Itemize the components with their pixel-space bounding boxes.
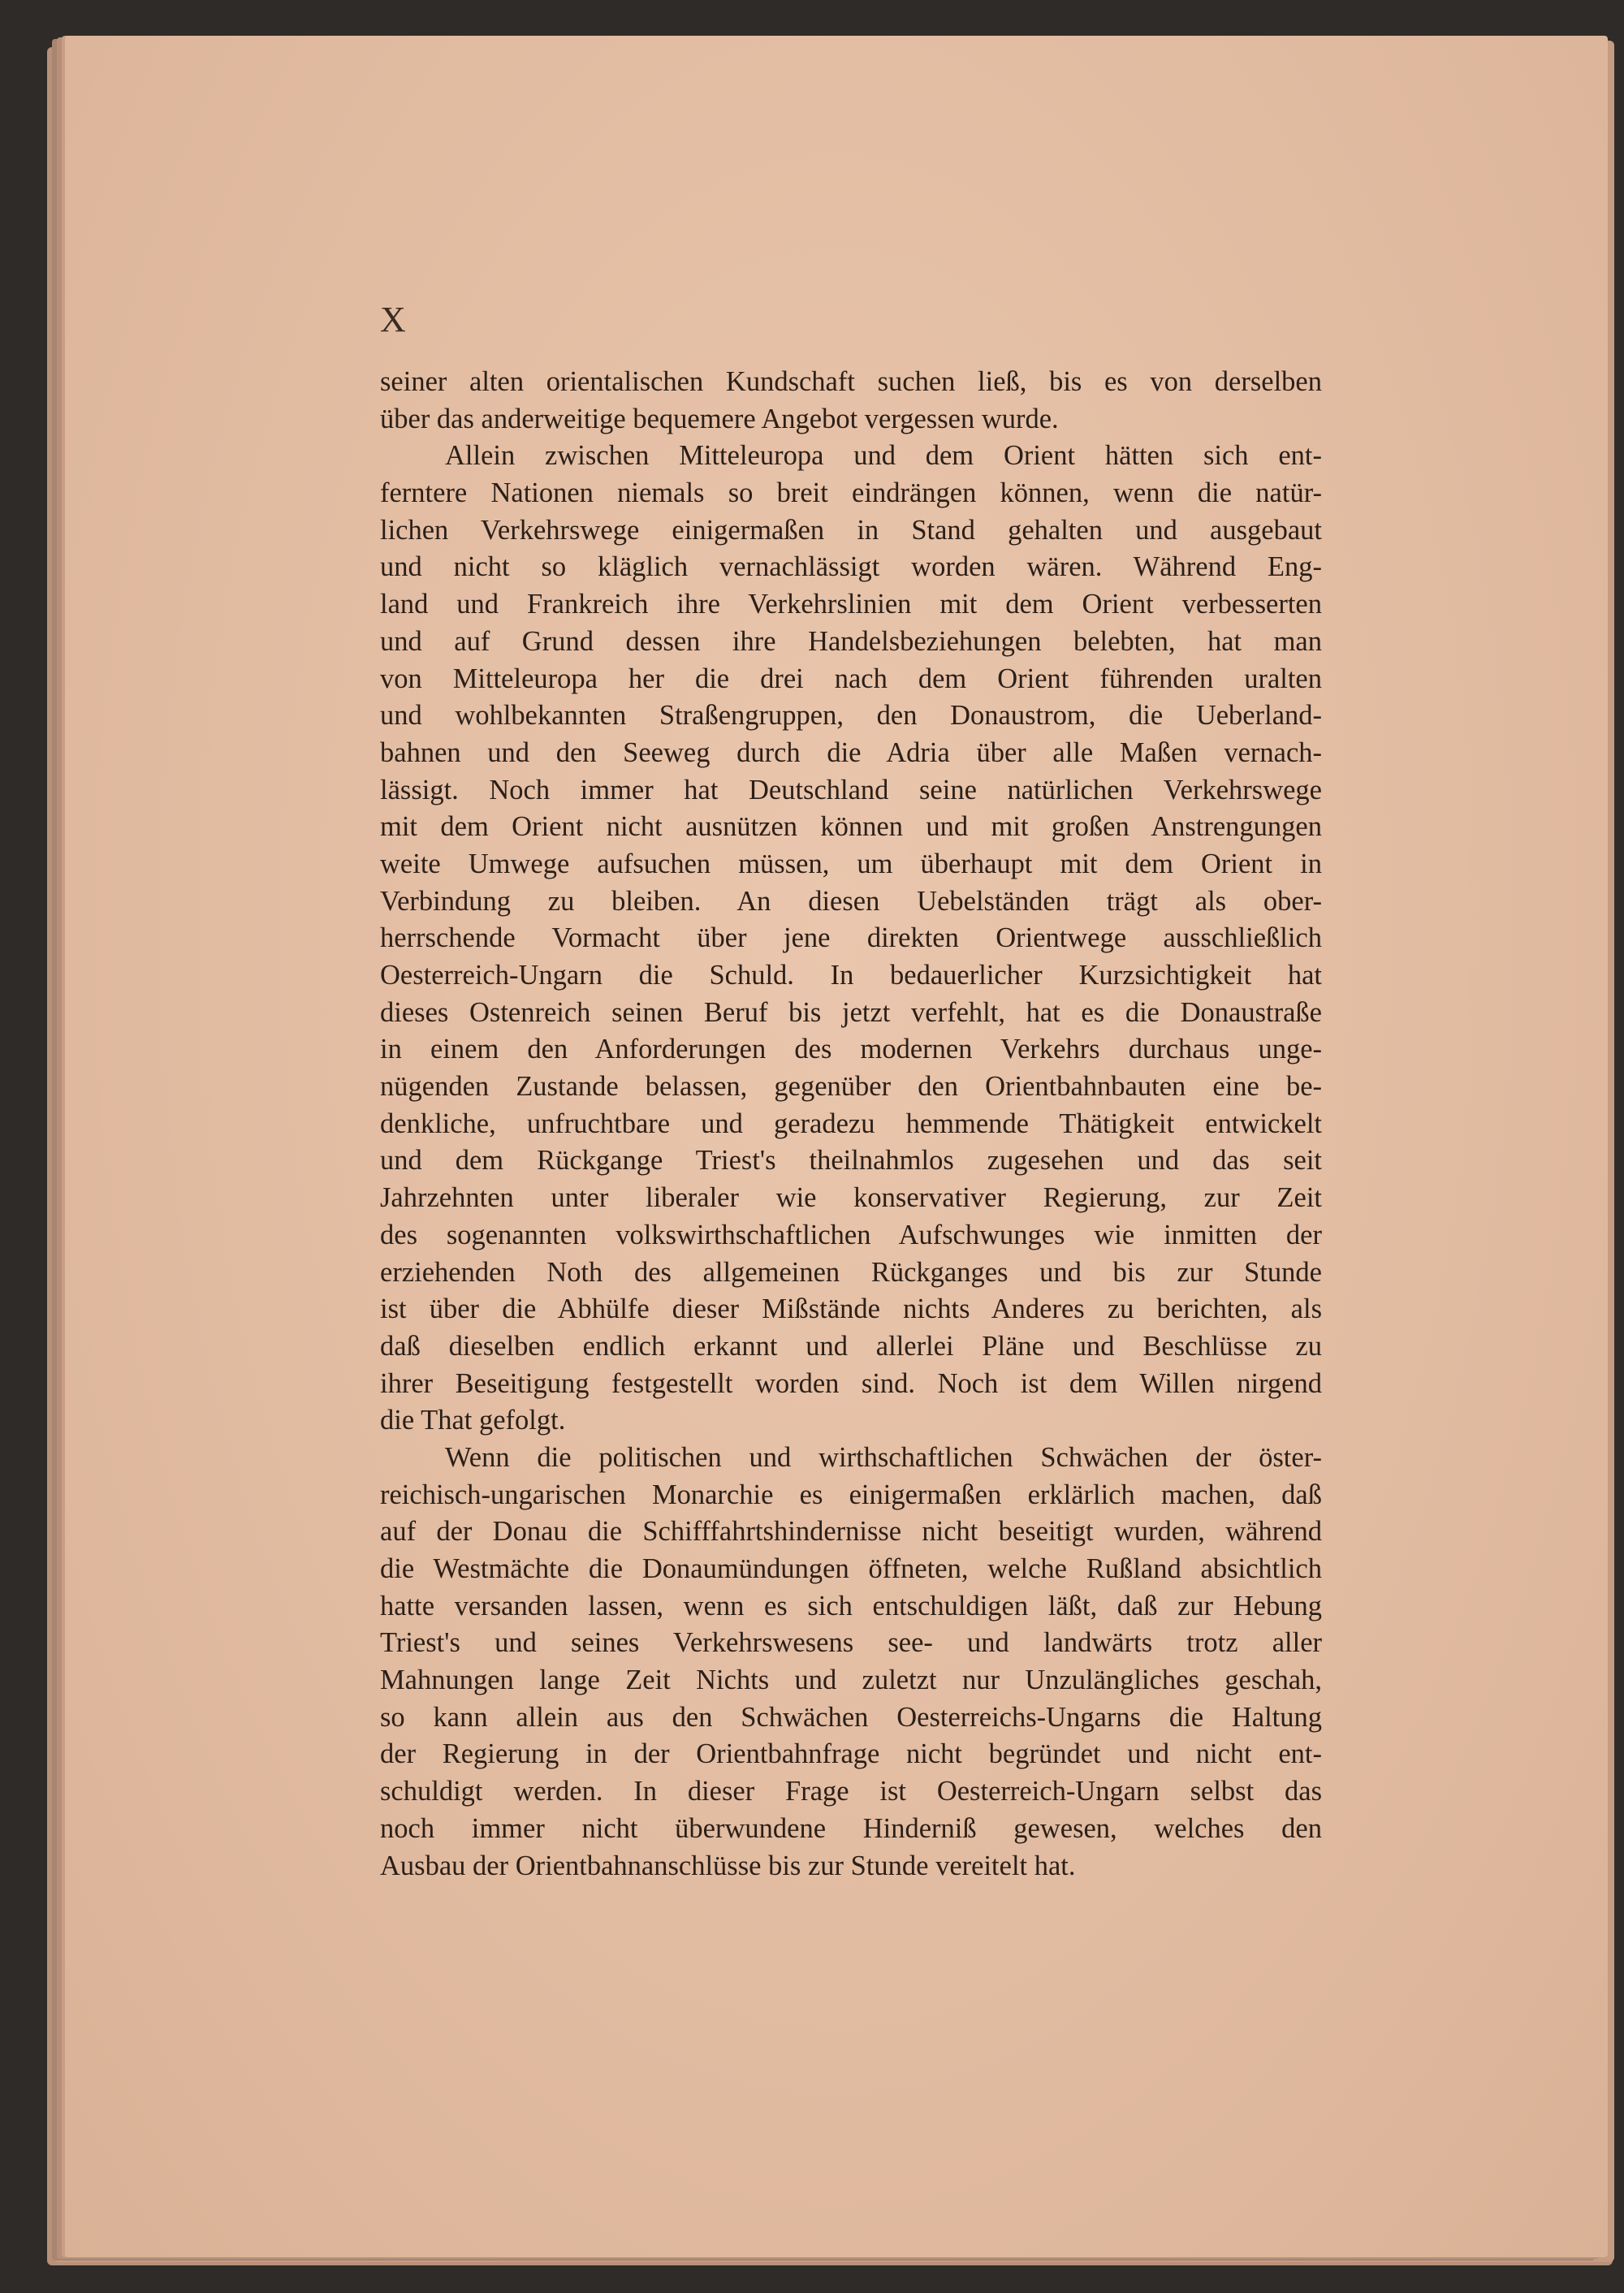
text-line: ihrer Beseitigung festgestellt worden sind. Noch ist dem Willen nirgend <box>380 1367 1322 1399</box>
text-line: Verbindung zu bleiben. An diesen Uebelständen trägt als ober- <box>380 885 1322 917</box>
text-line: weite Umwege aufsuchen müssen, um überhaupt mit dem Orient in <box>380 848 1322 879</box>
text-line: Ausbau der Orientbahnanschlüsse bis zur Stunde vereitelt hat. <box>380 1850 1076 1881</box>
text-line: seiner alten orientalischen Kundschaft suchen ließ, bis es von derselben <box>380 366 1322 397</box>
text-line: reichisch-ungarischen Monarchie es einigermaßen erklärlich machen, daß <box>380 1479 1322 1510</box>
text-line: lässigt. Noch immer hat Deutschland seine natürlichen Verkehrswege <box>380 774 1322 805</box>
text-line: Mahnungen lange Zeit Nichts und zuletzt nur Unzulängliches geschah, <box>380 1665 1322 1696</box>
text-line: ferntere Nationen niemals so breit eindrängen können, wenn die natür- <box>380 477 1322 509</box>
text-line: von Mitteleuropa her die drei nach dem Orient führenden uralten <box>380 663 1322 694</box>
text-line: der Regierung in der Orientbahnfrage nicht begründet und nicht ent- <box>380 1738 1322 1770</box>
text-line: Wenn die politischen und wirthschaftlichen Schwächen der öster- <box>445 1441 1322 1473</box>
text-line: so kann allein aus den Schwächen Oesterreichs-Ungarns die Haltung <box>380 1701 1322 1733</box>
text-line: erziehenden Noth des allgemeinen Rückganges und bis zur Stunde <box>380 1256 1322 1288</box>
text-line: Triest's und seines Verkehrswesens see- und landwärts trotz aller <box>380 1627 1322 1659</box>
text-line: daß dieselben endlich erkannt und allerlei Pläne und Beschlüsse zu <box>380 1330 1322 1362</box>
text-line: über das anderweitige bequemere Angebot vergessen wurde. <box>380 403 1059 434</box>
text-line: und nicht so kläglich vernachlässigt worden wären. Während Eng- <box>380 551 1322 583</box>
text-line: bahnen und den Seeweg durch die Adria über alle Maßen vernach- <box>380 736 1322 768</box>
text-line: des sogenannten volkswirthschaftlichen Aufschwunges wie inmitten der <box>380 1219 1322 1250</box>
text-line: und auf Grund dessen ihre Handelsbeziehungen belebten, hat man <box>380 625 1322 657</box>
text-line: herrschende Vormacht über jene direkten Orientwege ausschließlich <box>380 922 1322 954</box>
text-line: denkliche, unfruchtbare und geradezu hemmende Thätigkeit entwickelt <box>380 1108 1322 1139</box>
text-line: in einem den Anforderungen des modernen Verkehrs durchaus unge- <box>380 1034 1322 1065</box>
text-line: nügenden Zustande belassen, gegenüber den Orientbahnbauten eine be- <box>380 1071 1322 1103</box>
body-text <box>380 364 1322 1885</box>
text-line: und dem Rückgange Triest's theilnahmlos zugesehen und das seit <box>380 1145 1322 1177</box>
text-line: Oesterreich-Ungarn die Schuld. In bedauerlicher Kurzsichtigkeit hat <box>380 960 1322 991</box>
text-line: schuldigt werden. In dieser Frage ist Oesterreich-Ungarn selbst das <box>380 1776 1322 1807</box>
text-line: hatte versanden lassen, wenn es sich entschuldigen läßt, daß zur Hebung <box>380 1590 1322 1622</box>
text-line: Allein zwischen Mitteleuropa und dem Orient hätten sich ent- <box>445 440 1322 472</box>
text-line: die That gefolgt. <box>380 1405 566 1436</box>
text-line: auf der Donau die Schifffahrtshindernisse nicht beseitigt wurden, während <box>380 1516 1322 1548</box>
text-line: ist über die Abhülfe dieser Mißstände nichts Anderes zu berichten, als <box>380 1293 1322 1325</box>
page-number: X <box>380 300 406 339</box>
text-line: mit dem Orient nicht ausnützen können und mit großen Anstrengungen <box>380 811 1322 843</box>
text-line: land und Frankreich ihre Verkehrslinien mit dem Orient verbesserten <box>380 589 1322 620</box>
text-line: und wohlbekannten Straßengruppen, den Donaustrom, die Ueberland- <box>380 700 1322 732</box>
text-line: dieses Ostenreich seinen Beruf bis jetzt verfehlt, hat es die Donaustraße <box>380 996 1322 1028</box>
text-line: noch immer nicht überwundene Hinderniß gewesen, welches den <box>380 1812 1322 1844</box>
text-line: Jahrzehnten unter liberaler wie konservativer Regierung, zur Zeit <box>380 1182 1322 1214</box>
text-line: lichen Verkehrswege einigermaßen in Stand gehalten und ausgebaut <box>380 514 1322 546</box>
text-line: die Westmächte die Donaumündungen öffneten, welche Rußland absichtlich <box>380 1553 1322 1584</box>
